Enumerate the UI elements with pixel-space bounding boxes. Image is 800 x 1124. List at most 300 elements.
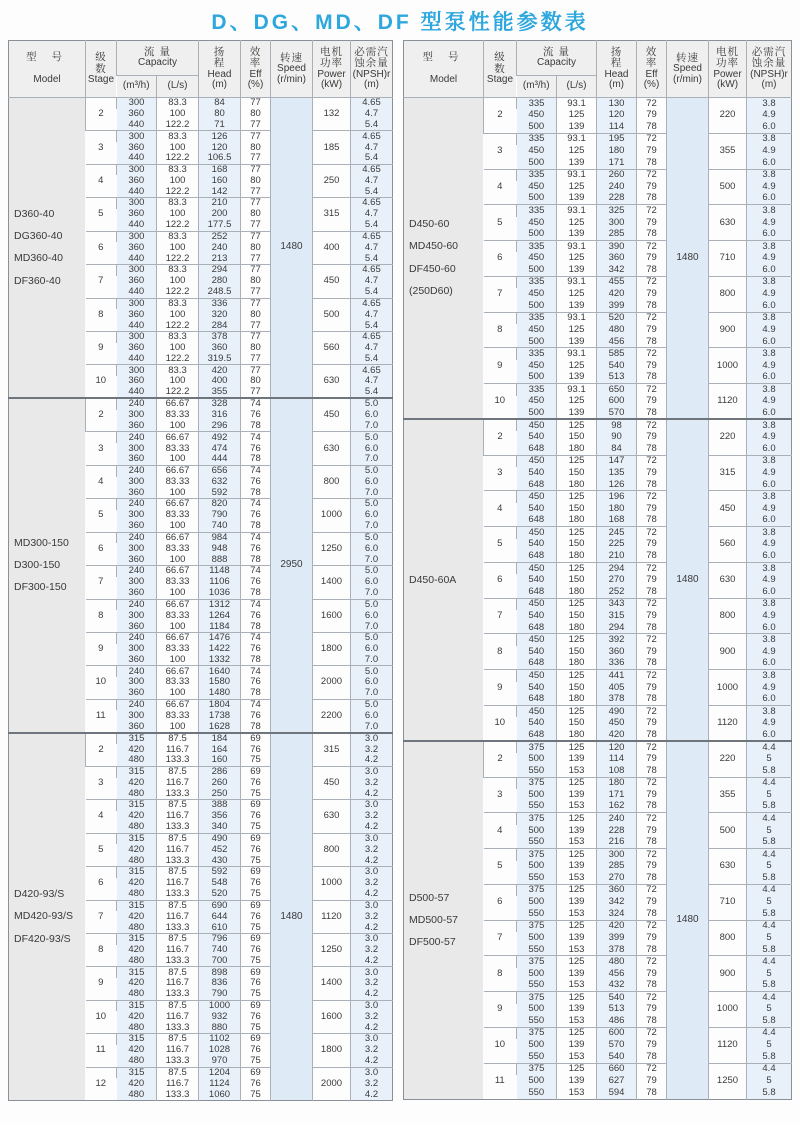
- eff-cell: 75: [241, 1056, 271, 1067]
- power-cell: 450: [313, 398, 351, 432]
- flow-m3h-cell: 300: [117, 331, 157, 342]
- power-cell: 2000: [313, 666, 351, 699]
- stage-cell: 5: [86, 833, 117, 866]
- head-cell: 1476: [199, 632, 241, 643]
- eff-cell: 78: [637, 372, 667, 384]
- flow-ls-cell: 93.1: [557, 384, 597, 396]
- eff-cell: 72: [637, 598, 667, 610]
- eff-cell: 78: [637, 193, 667, 205]
- eff-cell: 78: [637, 1015, 667, 1027]
- eff-cell: 77: [241, 231, 271, 242]
- npsh-cell: 3.0: [351, 933, 393, 944]
- model-name: (250D60): [409, 285, 453, 298]
- npsh-cell: 3.8: [747, 241, 792, 253]
- npsh-cell: 5: [747, 789, 792, 801]
- power-cell: 1600: [313, 599, 351, 632]
- flow-m3h-cell: 500: [517, 753, 557, 765]
- flow-ls-cell: 133.3: [157, 922, 199, 933]
- power-cell: 1000: [709, 348, 747, 384]
- head-cell: 260: [597, 169, 637, 181]
- flow-ls-cell: 139: [557, 789, 597, 801]
- flow-ls-cell: 139: [557, 1039, 597, 1051]
- power-cell: 710: [709, 884, 747, 920]
- eff-cell: 78: [241, 488, 271, 499]
- stage-cell: 11: [86, 1034, 117, 1067]
- npsh-cell: 5.8: [747, 944, 792, 956]
- head-cell: 441: [597, 670, 637, 682]
- stage-cell: 12: [86, 1067, 117, 1100]
- table-row: [404, 98, 792, 110]
- header-head: 扬 程 Head (m): [597, 41, 637, 98]
- flow-m3h-cell: 360: [117, 242, 157, 253]
- npsh-cell: 3.8: [747, 491, 792, 503]
- head-cell: 336: [597, 658, 637, 670]
- head-cell: 932: [199, 1011, 241, 1022]
- head-cell: 114: [597, 121, 637, 133]
- head-cell: 180: [597, 777, 637, 789]
- flow-m3h-cell: 360: [117, 621, 157, 632]
- flow-ls-cell: 122.2: [157, 287, 199, 298]
- flow-m3h-cell: 480: [117, 989, 157, 1000]
- npsh-cell: 4.2: [351, 989, 393, 1000]
- flow-m3h-cell: 480: [117, 822, 157, 833]
- head-cell: 240: [199, 242, 241, 253]
- power-cell: 400: [313, 231, 351, 264]
- header-npsh: 必需汽 蚀余量 (NPSH)r (m): [351, 41, 393, 98]
- flow-ls-cell: 87.5: [157, 1034, 199, 1045]
- npsh-cell: 3.0: [351, 967, 393, 978]
- eff-cell: 75: [241, 1023, 271, 1034]
- npsh-cell: 7.0: [351, 488, 393, 499]
- pump-table-left: [8, 40, 393, 1101]
- stage-cell: 2: [86, 733, 117, 767]
- head-cell: 356: [199, 811, 241, 822]
- flow-m3h-cell: 550: [517, 837, 557, 849]
- flow-ls-cell: 125: [557, 884, 597, 896]
- stage-cell: 5: [484, 527, 517, 563]
- npsh-cell: 6.0: [351, 577, 393, 588]
- flow-m3h-cell: 300: [117, 198, 157, 209]
- head-cell: 340: [199, 822, 241, 833]
- header-eff: 效 率 Eff (%): [637, 41, 667, 98]
- stage-cell: 6: [86, 532, 117, 565]
- power-cell: 1250: [709, 1063, 747, 1099]
- npsh-cell: 3.2: [351, 1078, 393, 1089]
- flow-ls-cell: 153: [557, 837, 597, 849]
- head-cell: 195: [597, 133, 637, 145]
- power-cell: 630: [313, 365, 351, 399]
- eff-cell: 72: [637, 455, 667, 467]
- flow-m3h-cell: 550: [517, 872, 557, 884]
- eff-cell: 80: [241, 309, 271, 320]
- power-cell: 220: [709, 98, 747, 134]
- head-cell: 328: [199, 398, 241, 409]
- flow-ls-cell: 83.3: [157, 298, 199, 309]
- head-cell: 548: [199, 878, 241, 889]
- eff-cell: 74: [241, 699, 271, 710]
- flow-m3h-cell: 550: [517, 980, 557, 992]
- npsh-cell: 4.2: [351, 956, 393, 967]
- flow-m3h-cell: 420: [117, 778, 157, 789]
- power-cell: 220: [709, 419, 747, 455]
- stage-cell: 8: [484, 312, 517, 348]
- head-cell: 1580: [199, 677, 241, 688]
- head-cell: 1480: [199, 688, 241, 699]
- eff-cell: 72: [637, 205, 667, 217]
- flow-ls-cell: 125: [557, 181, 597, 193]
- stage-cell: 3: [86, 766, 117, 799]
- flow-m3h-cell: 648: [517, 443, 557, 455]
- flow-m3h-cell: 440: [117, 220, 157, 231]
- eff-cell: 69: [241, 800, 271, 811]
- eff-cell: 78: [637, 980, 667, 992]
- stage-cell: 5: [86, 499, 117, 532]
- head-cell: 1804: [199, 699, 241, 710]
- npsh-cell: 3.8: [747, 419, 792, 431]
- head-cell: 90: [597, 431, 637, 443]
- flow-ls-cell: 125: [557, 396, 597, 408]
- flow-m3h-cell: 648: [517, 729, 557, 741]
- power-cell: 220: [709, 741, 747, 777]
- flow-m3h-cell: 450: [517, 288, 557, 300]
- flow-ls-cell: 125: [557, 741, 597, 753]
- flow-m3h-cell: 300: [117, 98, 157, 109]
- flow-ls-cell: 153: [557, 1087, 597, 1099]
- tables-container: [0, 40, 800, 1101]
- flow-ls-cell: 116.7: [157, 1011, 199, 1022]
- flow-ls-cell: 125: [557, 849, 597, 861]
- stage-cell: 3: [484, 777, 517, 813]
- eff-cell: 79: [637, 753, 667, 765]
- eff-cell: 76: [241, 811, 271, 822]
- flow-m3h-cell: 300: [117, 577, 157, 588]
- flow-m3h-cell: 450: [517, 396, 557, 408]
- flow-m3h-cell: 375: [517, 849, 557, 861]
- eff-cell: 80: [241, 343, 271, 354]
- flow-m3h-cell: 500: [517, 1039, 557, 1051]
- power-cell: 1000: [709, 992, 747, 1028]
- npsh-cell: 4.9: [747, 539, 792, 551]
- head-cell: 592: [199, 867, 241, 878]
- eff-cell: 77: [241, 131, 271, 142]
- flow-m3h-cell: 440: [117, 253, 157, 264]
- npsh-cell: 6.0: [747, 658, 792, 670]
- eff-cell: 74: [241, 632, 271, 643]
- flow-m3h-cell: 335: [517, 384, 557, 396]
- header-stage: 级 数 Stage: [484, 41, 517, 98]
- npsh-cell: 3.0: [351, 900, 393, 911]
- flow-m3h-cell: 315: [117, 733, 157, 744]
- flow-ls-cell: 93.1: [557, 241, 597, 253]
- npsh-cell: 3.0: [351, 1000, 393, 1011]
- flow-ls-cell: 93.1: [557, 98, 597, 110]
- flow-ls-cell: 93.1: [557, 312, 597, 324]
- stage-cell: 7: [86, 265, 117, 298]
- eff-cell: 72: [637, 777, 667, 789]
- flow-m3h-cell: 335: [517, 276, 557, 288]
- power-cell: 800: [709, 598, 747, 634]
- head-cell: 80: [199, 109, 241, 120]
- eff-cell: 72: [637, 276, 667, 288]
- stage-cell: 10: [86, 1000, 117, 1033]
- power-cell: 900: [709, 956, 747, 992]
- flow-m3h-cell: 420: [117, 844, 157, 855]
- head-cell: 250: [199, 789, 241, 800]
- head-cell: 280: [199, 276, 241, 287]
- npsh-cell: 3.0: [351, 800, 393, 811]
- head-cell: 1204: [199, 1067, 241, 1078]
- head-cell: 286: [199, 766, 241, 777]
- power-cell: 1120: [709, 706, 747, 742]
- flow-ls-cell: 125: [557, 598, 597, 610]
- flow-m3h-cell: 315: [117, 967, 157, 978]
- flow-m3h-cell: 480: [117, 1056, 157, 1067]
- stage-cell: 7: [484, 276, 517, 312]
- eff-cell: 79: [637, 539, 667, 551]
- flow-ls-cell: 150: [557, 431, 597, 443]
- head-cell: 399: [597, 932, 637, 944]
- flow-ls-cell: 100: [157, 488, 199, 499]
- flow-m3h-cell: 480: [117, 1089, 157, 1100]
- npsh-cell: 4.2: [351, 789, 393, 800]
- model-name: DF420-93/S: [14, 932, 71, 945]
- head-cell: 84: [199, 98, 241, 109]
- eff-cell: 72: [637, 956, 667, 968]
- npsh-cell: 4.4: [747, 741, 792, 753]
- head-cell: 284: [199, 320, 241, 331]
- head-cell: 108: [597, 765, 637, 777]
- head-cell: 1000: [199, 1000, 241, 1011]
- flow-ls-cell: 139: [557, 264, 597, 276]
- flow-m3h-cell: 550: [517, 1015, 557, 1027]
- npsh-cell: 6.0: [747, 193, 792, 205]
- flow-ls-cell: 150: [557, 646, 597, 658]
- power-cell: 630: [709, 562, 747, 598]
- flow-m3h-cell: 335: [517, 348, 557, 360]
- flow-m3h-cell: 480: [117, 922, 157, 933]
- model-name: DF360-40: [14, 274, 61, 287]
- eff-cell: 74: [241, 666, 271, 677]
- eff-cell: 72: [637, 384, 667, 396]
- table-body-left: [9, 98, 393, 1101]
- npsh-cell: 6.0: [351, 510, 393, 521]
- flow-m3h-cell: 360: [117, 309, 157, 320]
- flow-ls-cell: 180: [557, 622, 597, 634]
- eff-cell: 78: [637, 944, 667, 956]
- eff-cell: 75: [241, 856, 271, 867]
- head-cell: 390: [597, 241, 637, 253]
- head-cell: 216: [597, 837, 637, 849]
- flow-ls-cell: 116.7: [157, 811, 199, 822]
- npsh-cell: 4.9: [747, 396, 792, 408]
- flow-ls-cell: 122.2: [157, 354, 199, 365]
- npsh-cell: 4.4: [747, 777, 792, 789]
- eff-cell: 79: [637, 1075, 667, 1087]
- eff-cell: 72: [637, 634, 667, 646]
- eff-cell: 72: [637, 670, 667, 682]
- head-cell: 456: [597, 336, 637, 348]
- stage-cell: 7: [86, 900, 117, 933]
- flow-m3h-cell: 550: [517, 908, 557, 920]
- eff-cell: 79: [637, 789, 667, 801]
- head-cell: 898: [199, 967, 241, 978]
- head-cell: 168: [597, 515, 637, 527]
- head-cell: 319.5: [199, 354, 241, 365]
- head-cell: 160: [199, 755, 241, 766]
- head-cell: 120: [199, 142, 241, 153]
- head-cell: 690: [199, 900, 241, 911]
- model-name: D300-150: [14, 558, 61, 571]
- npsh-cell: 3.8: [747, 133, 792, 145]
- eff-cell: 79: [637, 503, 667, 515]
- flow-ls-cell: 125: [557, 1027, 597, 1039]
- flow-ls-cell: 66.67: [157, 666, 199, 677]
- head-cell: 1148: [199, 566, 241, 577]
- head-cell: 420: [199, 365, 241, 376]
- head-cell: 378: [597, 944, 637, 956]
- stage-cell: 10: [484, 706, 517, 742]
- flow-m3h-cell: 450: [517, 360, 557, 372]
- head-cell: 1102: [199, 1034, 241, 1045]
- npsh-cell: 3.0: [351, 1067, 393, 1078]
- flow-m3h-cell: 440: [117, 287, 157, 298]
- flow-m3h-cell: 335: [517, 169, 557, 181]
- flow-m3h-cell: 360: [117, 421, 157, 432]
- npsh-cell: 4.4: [747, 956, 792, 968]
- flow-m3h-cell: 240: [117, 666, 157, 677]
- head-cell: 1332: [199, 655, 241, 666]
- eff-cell: 75: [241, 956, 271, 967]
- eff-cell: 79: [637, 109, 667, 121]
- flow-m3h-cell: 375: [517, 813, 557, 825]
- flow-m3h-cell: 540: [517, 682, 557, 694]
- flow-m3h-cell: 300: [117, 443, 157, 454]
- flow-m3h-cell: 360: [117, 142, 157, 153]
- npsh-cell: 6.0: [747, 622, 792, 634]
- npsh-cell: 5.0: [351, 465, 393, 476]
- flow-ls-cell: 139: [557, 896, 597, 908]
- npsh-cell: 4.2: [351, 856, 393, 867]
- stage-cell: 4: [484, 169, 517, 205]
- flow-m3h-cell: 500: [517, 336, 557, 348]
- flow-ls-cell: 122.2: [157, 387, 199, 398]
- head-cell: 225: [597, 539, 637, 551]
- eff-cell: 79: [637, 145, 667, 157]
- head-cell: 162: [597, 801, 637, 813]
- npsh-cell: 3.2: [351, 945, 393, 956]
- power-cell: 630: [313, 800, 351, 833]
- flow-ls-cell: 66.67: [157, 499, 199, 510]
- head-cell: 210: [199, 198, 241, 209]
- stage-cell: 7: [86, 566, 117, 599]
- npsh-cell: 6.0: [351, 477, 393, 488]
- stage-cell: 6: [86, 231, 117, 264]
- stage-cell: 10: [484, 1027, 517, 1063]
- head-cell: 252: [199, 231, 241, 242]
- flow-m3h-cell: 240: [117, 499, 157, 510]
- stage-cell: 8: [484, 634, 517, 670]
- eff-cell: 78: [637, 872, 667, 884]
- eff-cell: 69: [241, 1067, 271, 1078]
- header-ls: (L/s): [557, 76, 597, 98]
- model-name: D420-93/S: [14, 887, 65, 900]
- flow-m3h-cell: 360: [117, 109, 157, 120]
- flow-m3h-cell: 500: [517, 789, 557, 801]
- power-cell: 250: [313, 164, 351, 197]
- head-cell: 325: [597, 205, 637, 217]
- eff-cell: 79: [637, 431, 667, 443]
- npsh-cell: 3.2: [351, 978, 393, 989]
- head-cell: 796: [199, 933, 241, 944]
- power-cell: 450: [709, 491, 747, 527]
- flow-m3h-cell: 300: [117, 644, 157, 655]
- flow-ls-cell: 133.3: [157, 989, 199, 1000]
- power-cell: 500: [709, 169, 747, 205]
- flow-m3h-cell: 648: [517, 622, 557, 634]
- power-cell: 2000: [313, 1067, 351, 1100]
- stage-cell: 8: [86, 933, 117, 966]
- flow-ls-cell: 83.33: [157, 477, 199, 488]
- flow-m3h-cell: 450: [517, 562, 557, 574]
- npsh-cell: 4.9: [747, 181, 792, 193]
- flow-m3h-cell: 440: [117, 354, 157, 365]
- table-header: [9, 41, 393, 98]
- flow-m3h-cell: 300: [117, 131, 157, 142]
- npsh-cell: 3.0: [351, 733, 393, 744]
- flow-m3h-cell: 315: [117, 1000, 157, 1011]
- flow-ls-cell: 100: [157, 588, 199, 599]
- head-cell: 180: [597, 503, 637, 515]
- npsh-cell: 3.2: [351, 844, 393, 855]
- stage-cell: 8: [484, 956, 517, 992]
- head-cell: 147: [597, 455, 637, 467]
- npsh-cell: 4.7: [351, 142, 393, 153]
- npsh-cell: 4.65: [351, 365, 393, 376]
- eff-cell: 72: [637, 348, 667, 360]
- flow-m3h-cell: 335: [517, 205, 557, 217]
- flow-m3h-cell: 300: [117, 164, 157, 175]
- stage-cell: 11: [484, 1063, 517, 1099]
- header-power: 电机 功率 Power (kW): [709, 41, 747, 98]
- npsh-cell: 6.0: [351, 677, 393, 688]
- flow-ls-cell: 66.67: [157, 532, 199, 543]
- flow-m3h-cell: 480: [117, 856, 157, 867]
- eff-cell: 79: [637, 646, 667, 658]
- eff-cell: 79: [637, 288, 667, 300]
- flow-ls-cell: 125: [557, 562, 597, 574]
- head-cell: 1124: [199, 1078, 241, 1089]
- stage-cell: 9: [484, 992, 517, 1028]
- stage-cell: 3: [484, 133, 517, 169]
- flow-ls-cell: 153: [557, 765, 597, 777]
- npsh-cell: 6.0: [351, 443, 393, 454]
- eff-cell: 76: [241, 844, 271, 855]
- flow-ls-cell: 100: [157, 421, 199, 432]
- head-cell: 1060: [199, 1089, 241, 1100]
- npsh-cell: 3.8: [747, 527, 792, 539]
- eff-cell: 76: [241, 1045, 271, 1056]
- flow-m3h-cell: 240: [117, 699, 157, 710]
- eff-cell: 78: [241, 454, 271, 465]
- power-cell: 800: [313, 833, 351, 866]
- eff-cell: 72: [637, 491, 667, 503]
- head-cell: 888: [199, 554, 241, 565]
- header-power: 电机 功率 Power (kW): [313, 41, 351, 98]
- flow-m3h-cell: 375: [517, 884, 557, 896]
- npsh-cell: 4.65: [351, 98, 393, 109]
- model-name: MD500-57: [409, 913, 459, 926]
- flow-m3h-cell: 420: [117, 878, 157, 889]
